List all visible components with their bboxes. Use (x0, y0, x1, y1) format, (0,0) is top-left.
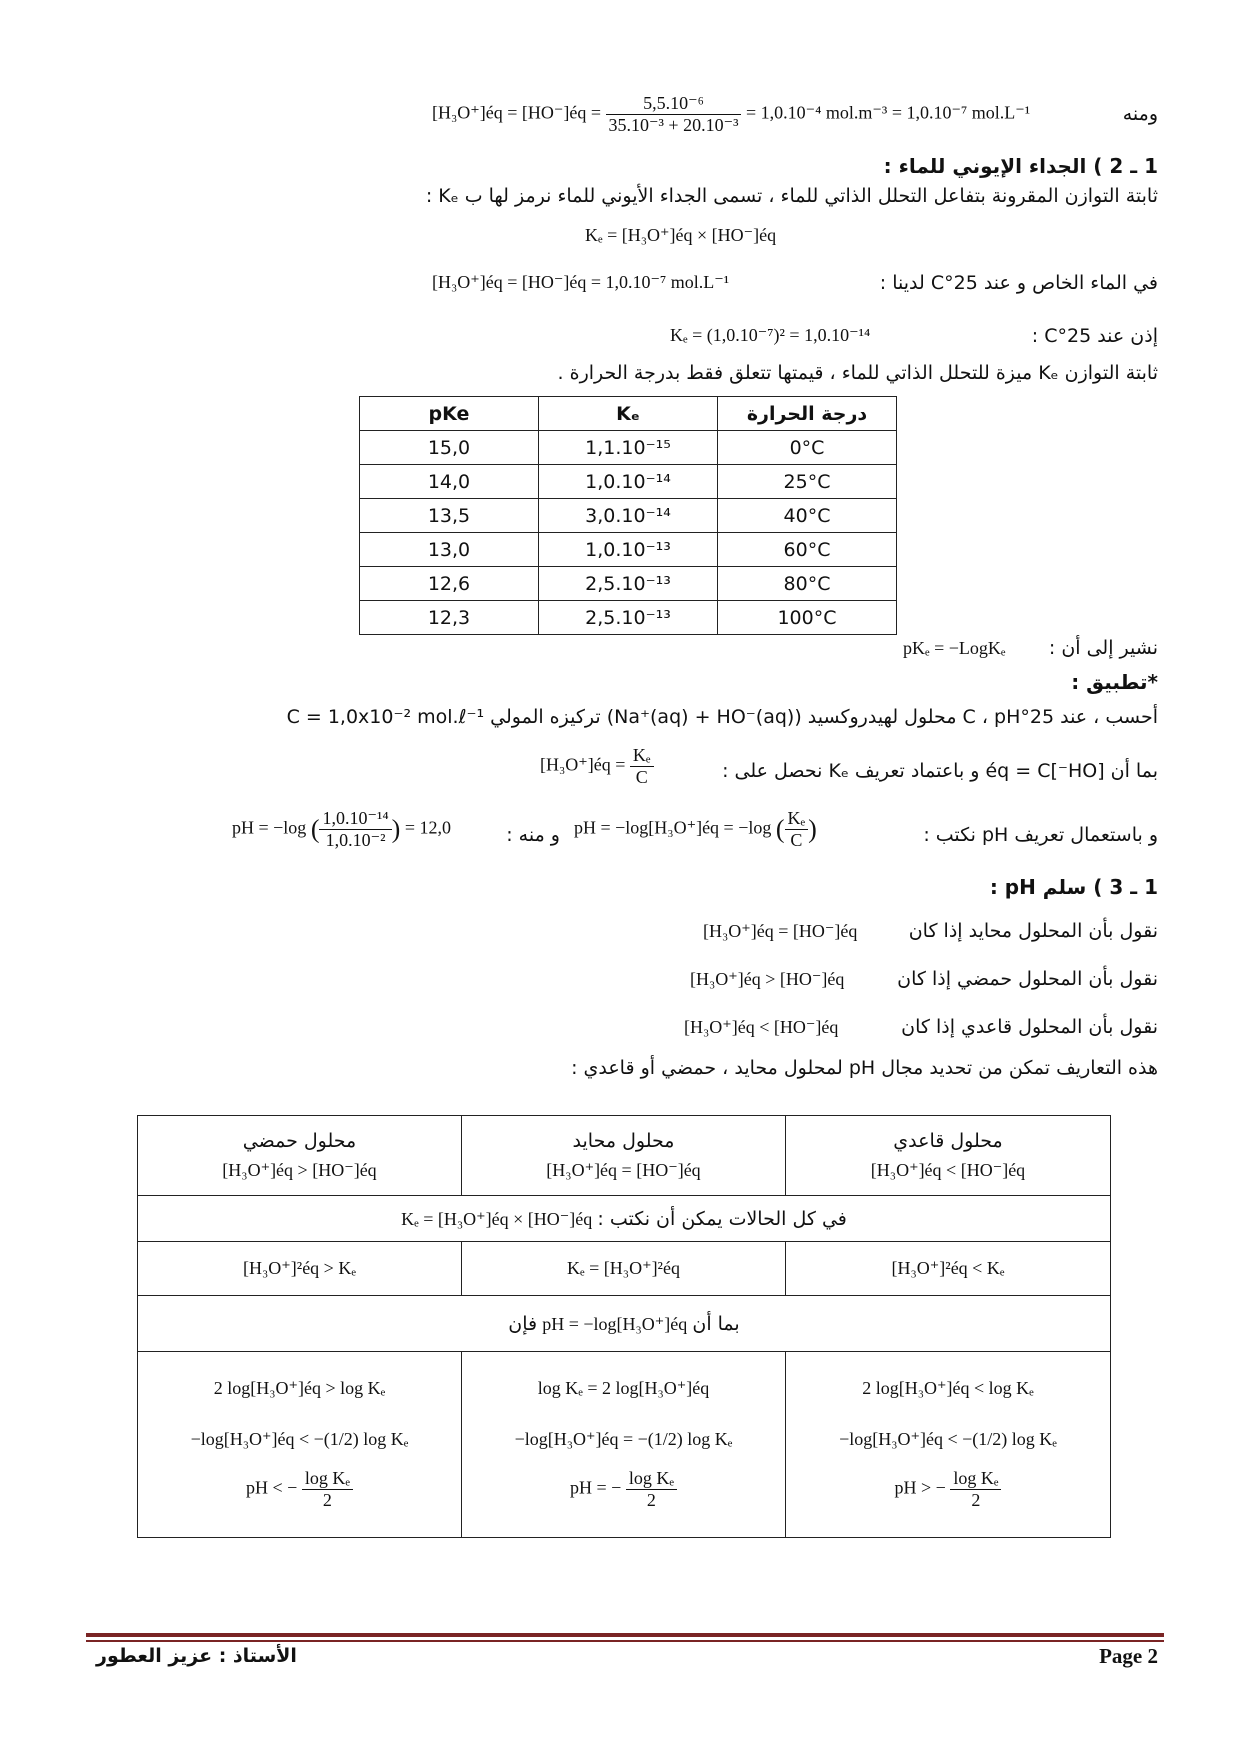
intro-num: 5,5.10⁻⁶ (606, 93, 742, 115)
frac-den: 2 (646, 1490, 656, 1510)
cell-ke: 2,5.10⁻¹³ (539, 601, 718, 635)
p3-f1-text: pH = −log[H₃O⁺]éq = −log (574, 817, 772, 838)
table-row (138, 1116, 1111, 1196)
paren-close: ) (808, 814, 817, 844)
application-p3-formula1 (574, 808, 817, 851)
acid-text: نقول بأن المحلول حمضي إذا كان (897, 968, 1158, 990)
neutral-header: محلول محايد (572, 1130, 675, 1152)
acid-square-cell (138, 1242, 462, 1296)
since-text-2: فإن (508, 1312, 538, 1335)
basic-text: نقول بأن المحلول قاعدي إذا كان (901, 1016, 1158, 1038)
ke-definition: Kₑ = [H₃O⁺]éq × [HO⁻]éq (585, 225, 777, 245)
section-2-p3-text: إذن عند 25°C : (1031, 325, 1158, 347)
basic-header: محلول قاعدي (893, 1130, 1003, 1152)
frac-num: log Kₑ (626, 1468, 677, 1490)
neutral-text: نقول بأن المحلول محايد إذا كان (908, 920, 1158, 942)
application-p1: أحسب ، عند 25°C ، pH محلول لهيدروكسيد (Na⁺(aq) + HO⁻(aq)) تركيزه المولي C = 1,0x10⁻² mol.ℓ⁻¹ (286, 706, 1158, 728)
section-2-heading: 1 ـ 2 ) الجداء الإيوني للماء : (883, 154, 1158, 178)
footer-teacher: الأستاذ : عزيز العطور (96, 1645, 297, 1667)
table-row (138, 1296, 1111, 1352)
neutral-line-3 (463, 1468, 784, 1511)
table-row (360, 499, 897, 533)
basic-condition: [H₃O⁺]éq < [HO⁻]éq (870, 1160, 1026, 1180)
application-p3-and: و منه : (506, 824, 560, 846)
cell-pke: 13,0 (360, 533, 539, 567)
section-2-p2-text: في الماء الخاص و عند 25°C لدينا : (879, 272, 1158, 294)
p3-f2-fraction (319, 808, 391, 851)
cell-temperature: 60°C (718, 533, 897, 567)
paren-open: ( (775, 814, 785, 844)
cell-pke: 13,5 (360, 499, 539, 533)
note-text: نشير إلى أن : (1048, 637, 1158, 659)
neutral-line-1: log Kₑ = 2 log[H₃O⁺]éq (537, 1378, 710, 1398)
acid-square: [H₃O⁺]²éq > Kₑ (243, 1258, 356, 1278)
cell-ke: 1,0.10⁻¹⁴ (539, 465, 718, 499)
neutral-line-2: −log[H₃O⁺]éq = −(1/2) log Kₑ (514, 1429, 733, 1449)
p3-f2-result: = 12,0 (404, 817, 451, 838)
intro-formula (432, 93, 1030, 136)
all-cases-cell (138, 1196, 1111, 1242)
intro-rhs: = 1,0.10⁻⁴ mol.m⁻³ = 1,0.10⁻⁷ mol.L⁻¹ (745, 102, 1031, 123)
basic-line-3 (787, 1468, 1109, 1511)
acid-fraction (302, 1468, 353, 1511)
acid-line-2: −log[H₃O⁺]éq < −(1/2) log Kₑ (190, 1429, 409, 1449)
all-cases-formula: Kₑ = [H₃O⁺]éq × [HO⁻]éq (401, 1208, 593, 1229)
p2-num: Kₑ (630, 745, 654, 767)
neutral-condition: [H₃O⁺]éq = [HO⁻]éq (546, 1160, 701, 1180)
cell-ke: 1,1.10⁻¹⁵ (539, 431, 718, 465)
table-row (360, 431, 897, 465)
since-cell (138, 1296, 1111, 1352)
section-2-p1: ثابتة التوازن المقرونة بتفاعل التحلل الذاتي للماء ، تسمى الجداء الأيوني للماء نرمز لها ب Kₑ : (425, 185, 1158, 207)
basic-square-cell (786, 1242, 1111, 1296)
table-row (138, 1196, 1111, 1242)
application-p2-formula (540, 745, 654, 788)
acid-line-3 (139, 1468, 460, 1511)
header-pke: pKe (360, 397, 539, 431)
neutral-formula: [H₃O⁺]éq = [HO⁻]éq (703, 921, 858, 941)
p3-f2-num: 1,0.10⁻¹⁴ (319, 808, 391, 830)
cell-temperature: 80°C (718, 567, 897, 601)
section-2-p2-formula: [H₃O⁺]éq = [HO⁻]éq = 1,0.10⁻⁷ mol.L⁻¹ (432, 272, 730, 292)
neutral-derivation-cell (462, 1352, 786, 1538)
basic-line-1: 2 log[H₃O⁺]éq < log Kₑ (862, 1378, 1034, 1398)
section-2-p3-formula: Kₑ = (1,0.10⁻⁷)² = 1,0.10⁻¹⁴ (670, 325, 871, 345)
header-temperature: درجة الحرارة (718, 397, 897, 431)
basic-header-cell (786, 1116, 1111, 1196)
section-3-conclusion: هذه التعاريف تمكن من تحديد مجال pH لمحلول محايد ، حمضي أو قاعدي : (571, 1057, 1158, 1079)
cell-ke: 3,0.10⁻¹⁴ (539, 499, 718, 533)
table-row (360, 567, 897, 601)
cell-temperature: 40°C (718, 499, 897, 533)
basic-square: [H₃O⁺]²éq < Kₑ (891, 1258, 1005, 1278)
since-formula: pH = −log[H₃O⁺]éq (542, 1313, 688, 1334)
frac-num: log Kₑ (950, 1468, 1001, 1490)
p3-f1-fraction (785, 808, 809, 851)
basic-derivation-cell (786, 1352, 1111, 1538)
cell-pke: 12,6 (360, 567, 539, 601)
neutral-square-cell (462, 1242, 786, 1296)
acid-condition: [H₃O⁺]éq > [HO⁻]éq (222, 1160, 377, 1180)
p3-f1-den: C (790, 830, 803, 850)
acid-l3-pre: pH < − (246, 1477, 298, 1498)
table-row (360, 533, 897, 567)
intro-fraction (606, 93, 742, 136)
acid-line-1: 2 log[H₃O⁺]éq > log Kₑ (213, 1378, 386, 1398)
intro-lhs: [H₃O⁺]éq = [HO⁻]éq = (432, 102, 602, 123)
application-p3-text: و باستعمال تعريف pH نكتب : (923, 824, 1158, 846)
acid-header: محلول حمضي (242, 1130, 357, 1152)
cell-ke: 1,0.10⁻¹³ (539, 533, 718, 567)
ph-summary-table (137, 1115, 1111, 1538)
p3-f2-den: 1,0.10⁻² (325, 830, 386, 850)
p3-f1-num: Kₑ (785, 808, 809, 830)
table-row (138, 1242, 1111, 1296)
application-heading: *تطبيق : (1071, 670, 1158, 694)
p2-fraction (630, 745, 654, 788)
table-header-row (360, 397, 897, 431)
footer-rule-thin (86, 1640, 1164, 1642)
cell-temperature: 25°C (718, 465, 897, 499)
cell-temperature: 0°C (718, 431, 897, 465)
acid-formula: [H₃O⁺]éq > [HO⁻]éq (690, 969, 845, 989)
section-2-p4: ثابتة التوازن Kₑ ميزة للتحلل الذاتي للماء ، قيمتها تتعلق فقط بدرجة الحرارة . (557, 362, 1158, 384)
basic-formula: [H₃O⁺]éq < [HO⁻]éq (684, 1017, 839, 1037)
since-text-1: بما أن (692, 1312, 740, 1335)
footer-rule-thick (86, 1633, 1164, 1637)
basic-l3-pre: pH > − (894, 1477, 946, 1498)
paren-open: ( (310, 814, 320, 844)
section-3-heading: 1 ـ 3 ) سلم pH : (989, 875, 1158, 899)
basic-line-2: −log[H₃O⁺]éq < −(1/2) log Kₑ (839, 1429, 1057, 1449)
frac-num: log Kₑ (302, 1468, 353, 1490)
frac-den: 2 (971, 1490, 981, 1510)
neutral-header-cell (462, 1116, 786, 1196)
header-ke: Kₑ (539, 397, 718, 431)
table-row (138, 1352, 1111, 1538)
p2-den: C (635, 767, 648, 787)
neutral-l3-pre: pH = − (570, 1477, 622, 1498)
note-formula: pKₑ = −LogKₑ (903, 638, 1006, 658)
table-row (360, 601, 897, 635)
paren-close: ) (391, 814, 401, 844)
all-cases-text: في كل الحالات يمكن أن نكتب : (597, 1207, 847, 1230)
neutral-fraction (626, 1468, 677, 1511)
application-p3-formula2 (232, 808, 451, 851)
cell-pke: 14,0 (360, 465, 539, 499)
intro-den: 35.10⁻³ + 20.10⁻³ (608, 115, 739, 135)
neutral-square: Kₑ = [H₃O⁺]²éq (567, 1258, 680, 1278)
cell-temperature: 100°C (718, 601, 897, 635)
acid-header-cell (138, 1116, 462, 1196)
table-row (360, 465, 897, 499)
cell-pke: 15,0 (360, 431, 539, 465)
p3-f2-text: pH = −log (232, 817, 307, 838)
intro-word: ومنه (1122, 103, 1158, 125)
p2-lhs: [H₃O⁺]éq = (540, 754, 626, 775)
frac-den: 2 (322, 1490, 332, 1510)
application-p2-text: بما أن [HO⁻]éq = C و باعتماد تعريف Kₑ نحصل على : (722, 760, 1158, 782)
cell-pke: 12,3 (360, 601, 539, 635)
cell-ke: 2,5.10⁻¹³ (539, 567, 718, 601)
acid-derivation-cell (138, 1352, 462, 1538)
footer-page-number: Page 2 (1099, 1644, 1158, 1668)
basic-fraction (950, 1468, 1001, 1511)
ke-temperature-table (359, 396, 897, 635)
